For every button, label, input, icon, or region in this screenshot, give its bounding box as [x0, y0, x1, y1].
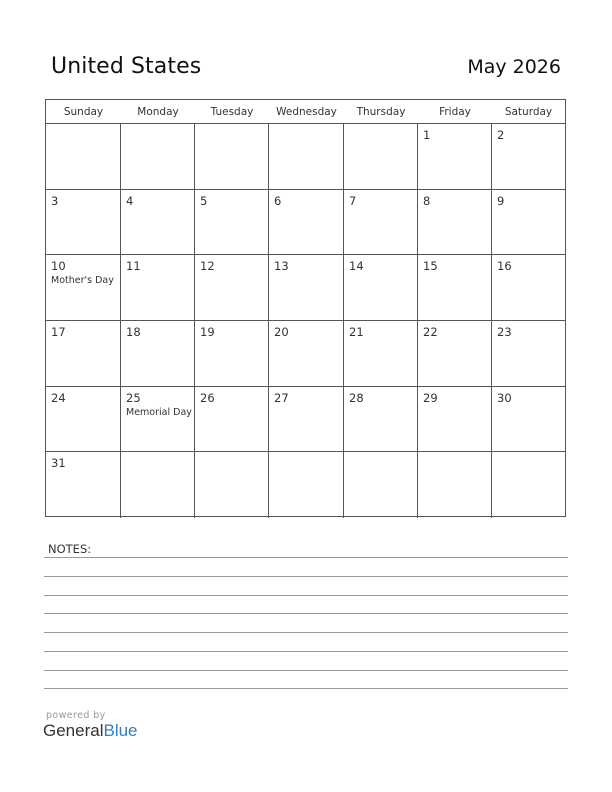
brand-blue-text: Blue — [103, 721, 138, 740]
note-line — [44, 688, 568, 689]
day-cell — [269, 124, 344, 190]
day-number: 4 — [126, 193, 134, 208]
day-cell — [492, 255, 565, 321]
day-number: 13 — [274, 259, 289, 274]
generalblue-logo[interactable] — [43, 721, 138, 741]
weekday-monday: Monday — [137, 106, 179, 118]
day-number: 14 — [349, 259, 364, 274]
day-number: 19 — [200, 325, 215, 339]
day-number: 22 — [423, 325, 438, 339]
day-number: 11 — [126, 259, 141, 274]
holiday-label: Memorial Day — [126, 406, 192, 418]
day-cell — [269, 452, 344, 518]
day-cell — [195, 321, 269, 387]
day-number: 28 — [349, 390, 364, 405]
day-number: 17 — [51, 325, 66, 339]
day-cell — [269, 387, 344, 453]
day-cell — [121, 321, 195, 387]
day-cell — [121, 255, 195, 321]
day-number: 27 — [274, 390, 289, 405]
powered-by-text: powered by — [46, 710, 106, 721]
day-number: 16 — [497, 259, 512, 274]
day-cell — [195, 452, 269, 518]
day-number: 31 — [51, 456, 66, 471]
day-cell — [46, 321, 121, 387]
weekday-sunday: Sunday — [63, 106, 104, 118]
day-number: 23 — [497, 325, 512, 339]
day-cell — [269, 255, 344, 321]
day-cell — [344, 321, 418, 387]
day-cell — [344, 124, 418, 190]
day-number: 5 — [200, 193, 208, 208]
day-cell — [195, 387, 269, 453]
day-cell — [269, 190, 344, 256]
day-number: 29 — [423, 390, 438, 405]
day-number: 10 — [51, 259, 66, 274]
day-cell — [46, 255, 121, 321]
day-cell — [418, 124, 492, 190]
day-cell — [418, 190, 492, 256]
notes-label: NOTES: — [48, 542, 92, 556]
day-cell — [492, 387, 565, 453]
day-cell — [195, 255, 269, 321]
brand-general-text: General — [43, 721, 104, 740]
day-cell — [344, 452, 418, 518]
note-line — [44, 595, 568, 596]
holiday-label: Mother's Day — [51, 275, 114, 287]
day-number: 9 — [497, 193, 505, 208]
day-number: 15 — [423, 259, 438, 274]
note-line — [44, 613, 568, 614]
note-line — [44, 651, 568, 652]
day-cell — [418, 321, 492, 387]
weekday-header-row — [46, 100, 565, 124]
day-cell — [418, 255, 492, 321]
day-cell — [46, 124, 121, 190]
note-line — [44, 557, 568, 558]
day-cell — [492, 190, 565, 256]
day-cell — [121, 387, 195, 453]
note-line — [44, 670, 568, 671]
day-number: 2 — [497, 128, 505, 142]
day-cell — [46, 387, 121, 453]
day-cell — [344, 255, 418, 321]
day-number: 20 — [274, 325, 289, 339]
weekday-tuesday: Tuesday — [210, 106, 254, 118]
day-number: 1 — [423, 128, 431, 142]
day-cell — [121, 124, 195, 190]
day-cell — [492, 124, 565, 190]
day-cell — [121, 452, 195, 518]
note-line — [44, 632, 568, 633]
day-cell — [269, 321, 344, 387]
note-line — [44, 576, 568, 577]
day-cell — [46, 190, 121, 256]
day-number: 30 — [497, 390, 512, 405]
day-number: 18 — [126, 325, 141, 339]
weekday-saturday: Saturday — [504, 106, 553, 118]
day-cell — [121, 190, 195, 256]
day-cell — [46, 452, 121, 518]
day-cell — [195, 190, 269, 256]
day-cell — [418, 452, 492, 518]
calendar-grid — [45, 99, 566, 517]
day-number: 3 — [51, 193, 59, 208]
day-cell — [492, 321, 565, 387]
day-number: 24 — [51, 390, 66, 405]
day-number: 6 — [274, 193, 282, 208]
day-number: 8 — [423, 193, 431, 208]
day-number: 12 — [200, 259, 215, 274]
weekday-thursday: Thursday — [356, 106, 406, 118]
day-cell — [344, 387, 418, 453]
day-cell — [195, 124, 269, 190]
day-number: 25 — [126, 390, 141, 405]
month-title: May 2026 — [467, 56, 561, 78]
day-cell — [418, 387, 492, 453]
day-cell — [492, 452, 565, 518]
country-title: United States — [51, 54, 202, 79]
day-number: 26 — [200, 390, 215, 405]
weekday-friday: Friday — [439, 106, 471, 118]
day-number: 7 — [349, 193, 357, 208]
weekday-wednesday: Wednesday — [276, 106, 337, 118]
day-cell — [344, 190, 418, 256]
day-number: 21 — [349, 325, 364, 339]
